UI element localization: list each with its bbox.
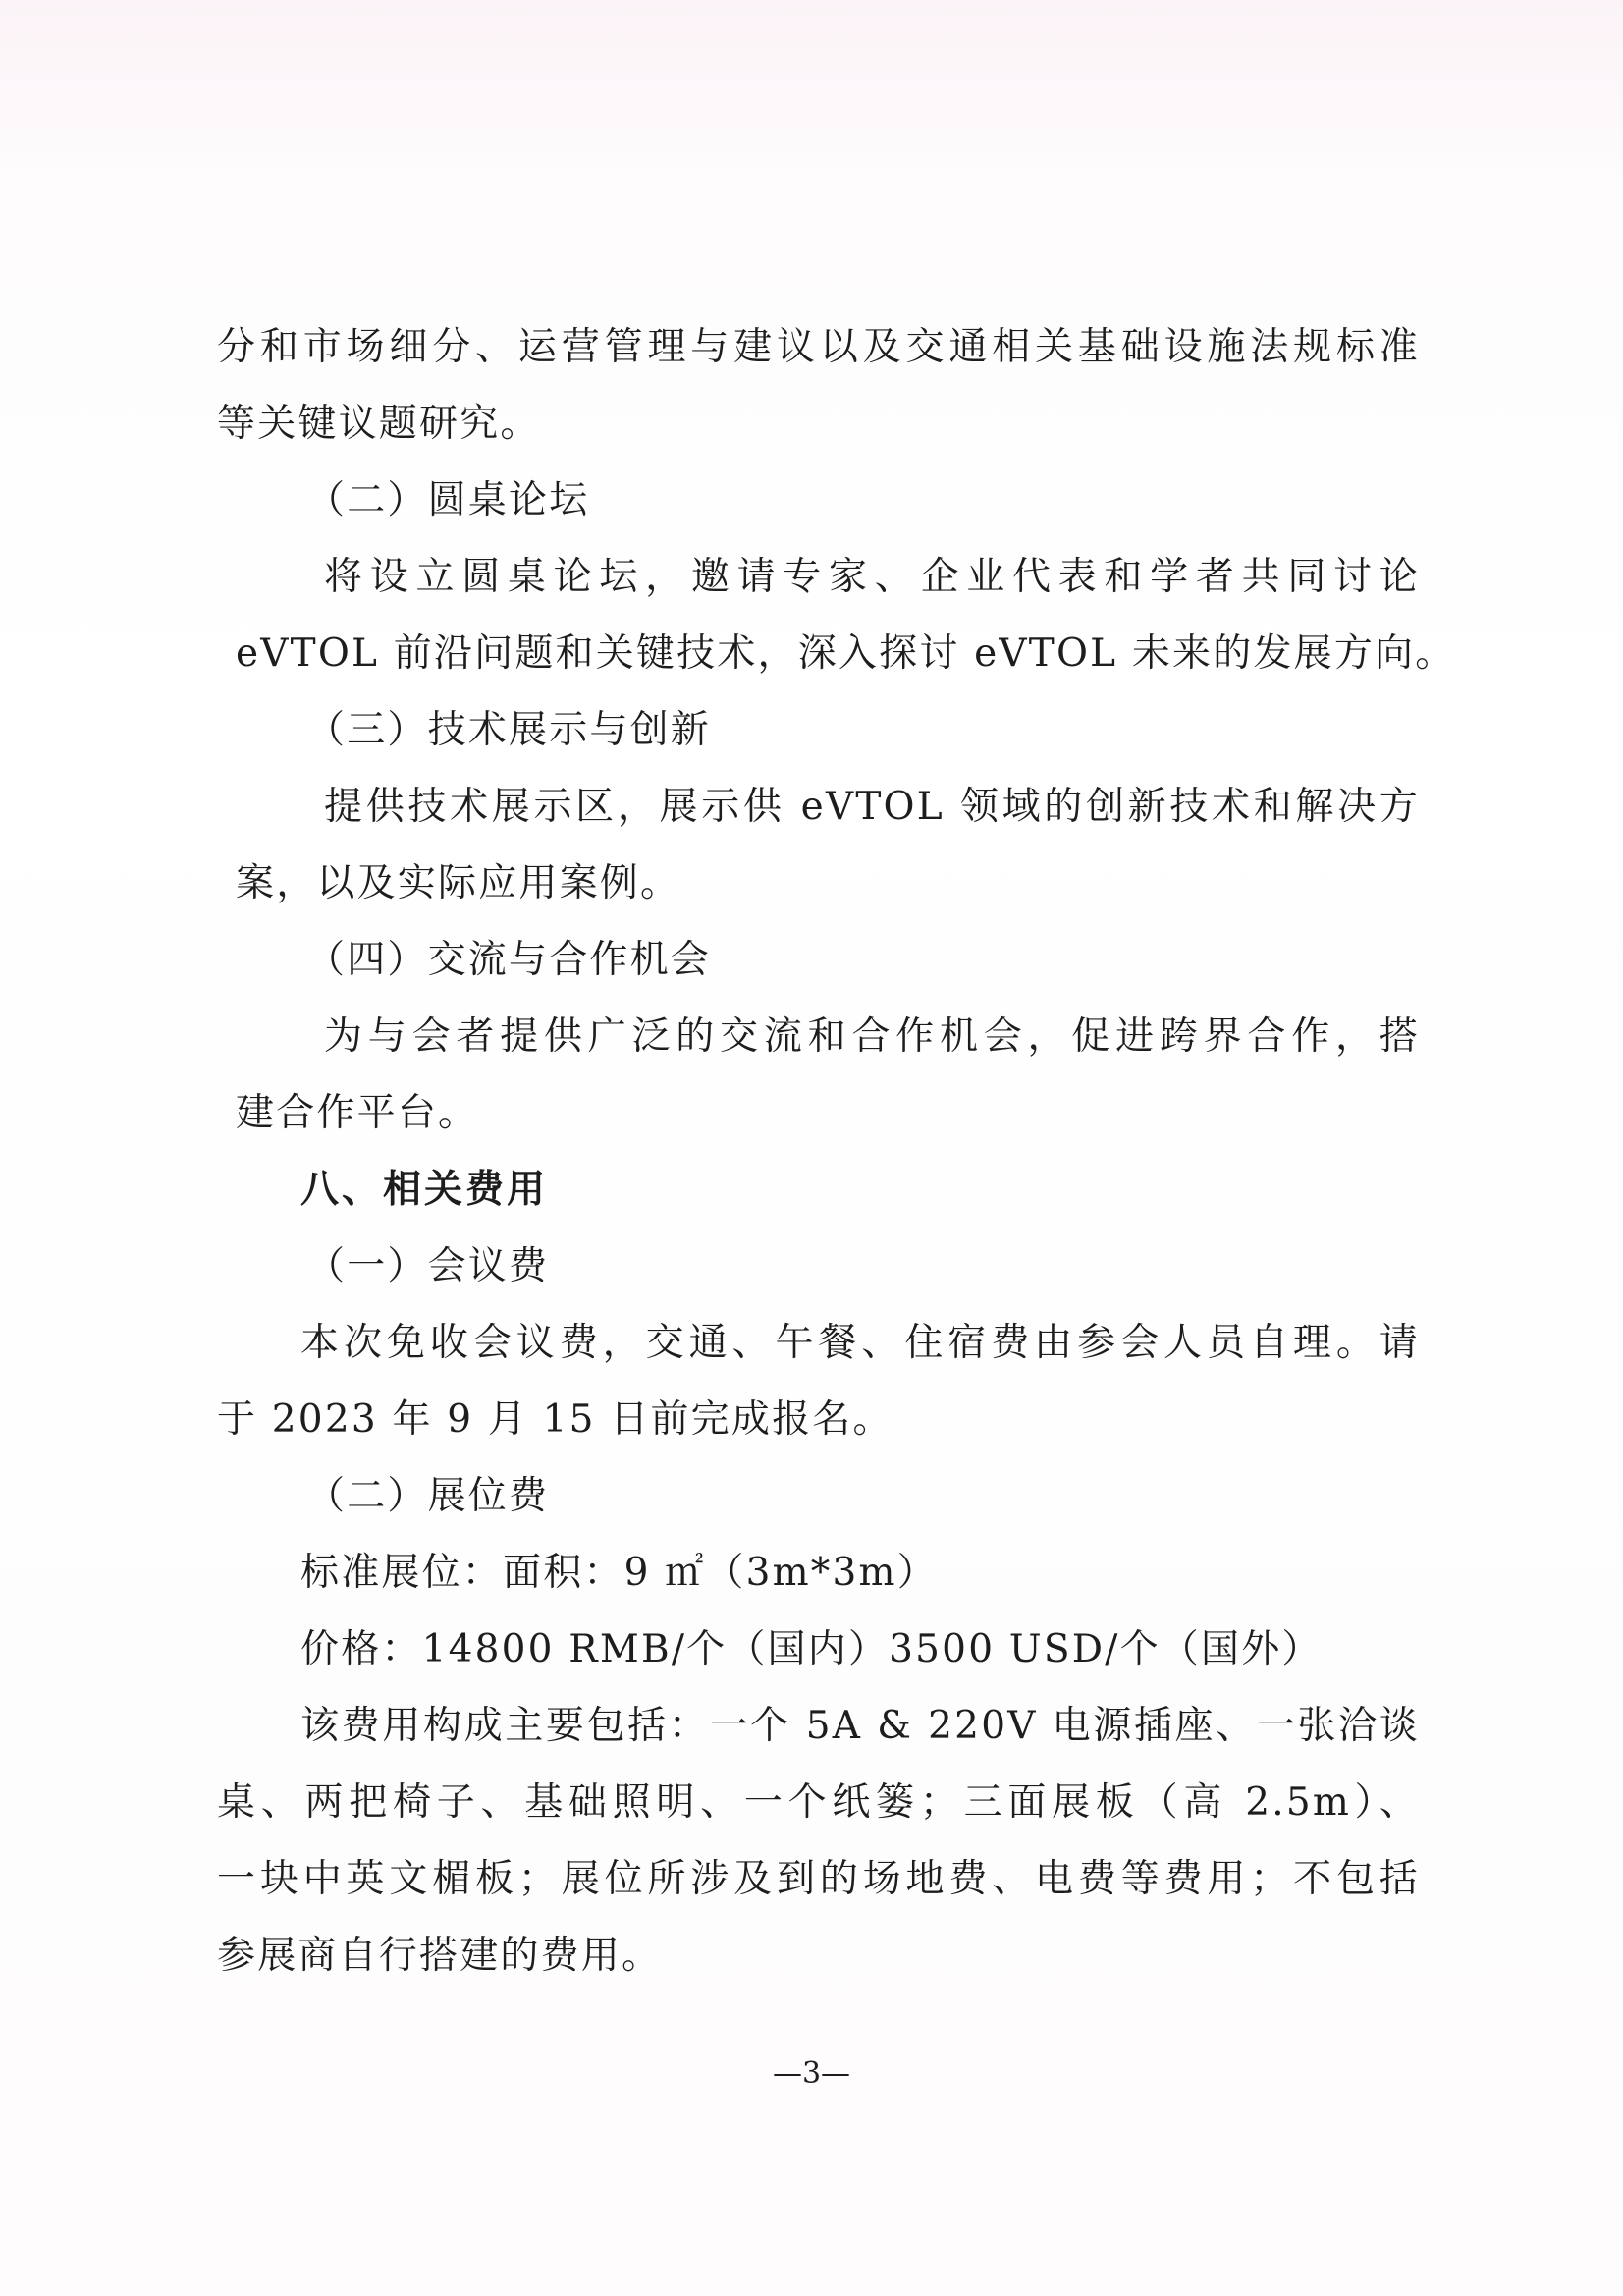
page-number: —3— [772,2056,851,2091]
body-text-line: 建合作平台。 [236,1091,479,1135]
body-text-line: 该费用构成主要包括：一个 5A & 220V 电源插座、一张洽谈 [300,1704,1420,1748]
section-heading: 八、相关费用 [300,1168,549,1212]
body-text-line: 本次免收会议费，交通、午餐、住宿费由参会人员自理。请 [300,1321,1420,1365]
body-text-line: 将设立圆桌论坛，邀请专家、企业代表和学者共同讨论 [324,555,1420,599]
body-text-line: 价格：14800 RMB/个（国内）3500 USD/个（国外） [300,1627,1323,1671]
subsection-heading: （二）展位费 [306,1474,550,1518]
body-text-line: 桌、两把椅子、基础照明、一个纸篓；三面展板（高 2.5m）、 [217,1780,1420,1825]
body-text-line: 标准展位：面积：9 ㎡（3m*3m） [300,1551,938,1595]
subsection-heading: （一）会议费 [306,1244,550,1288]
body-text-line: 一块中英文楣板；展位所涉及到的场地费、电费等费用；不包括 [217,1857,1420,1901]
body-text-line: 分和市场细分、运营管理与建议以及交通相关基础设施法规标准 [217,325,1420,369]
subsection-heading: （三）技术展示与创新 [306,708,712,752]
body-text-line: 提供技术展示区，展示供 eVTOL 领域的创新技术和解决方 [324,785,1420,829]
body-text-line: 于 2023 年 9 月 15 日前完成报名。 [217,1397,893,1442]
body-text-line: 为与会者提供广泛的交流和合作机会，促进跨界合作，搭 [324,1014,1420,1059]
body-text-line: 参展商自行搭建的费用。 [217,1934,663,1978]
body-text-line: 等关键议题研究。 [217,402,541,446]
subsection-heading: （二）圆桌论坛 [306,478,590,522]
body-text-line: 案，以及实际应用案例。 [236,861,681,905]
body-text-line: eVTOL 前沿问题和关键技术，深入探讨 eVTOL 未来的发展方向。 [236,631,1456,676]
subsection-heading: （四）交流与合作机会 [306,938,712,982]
